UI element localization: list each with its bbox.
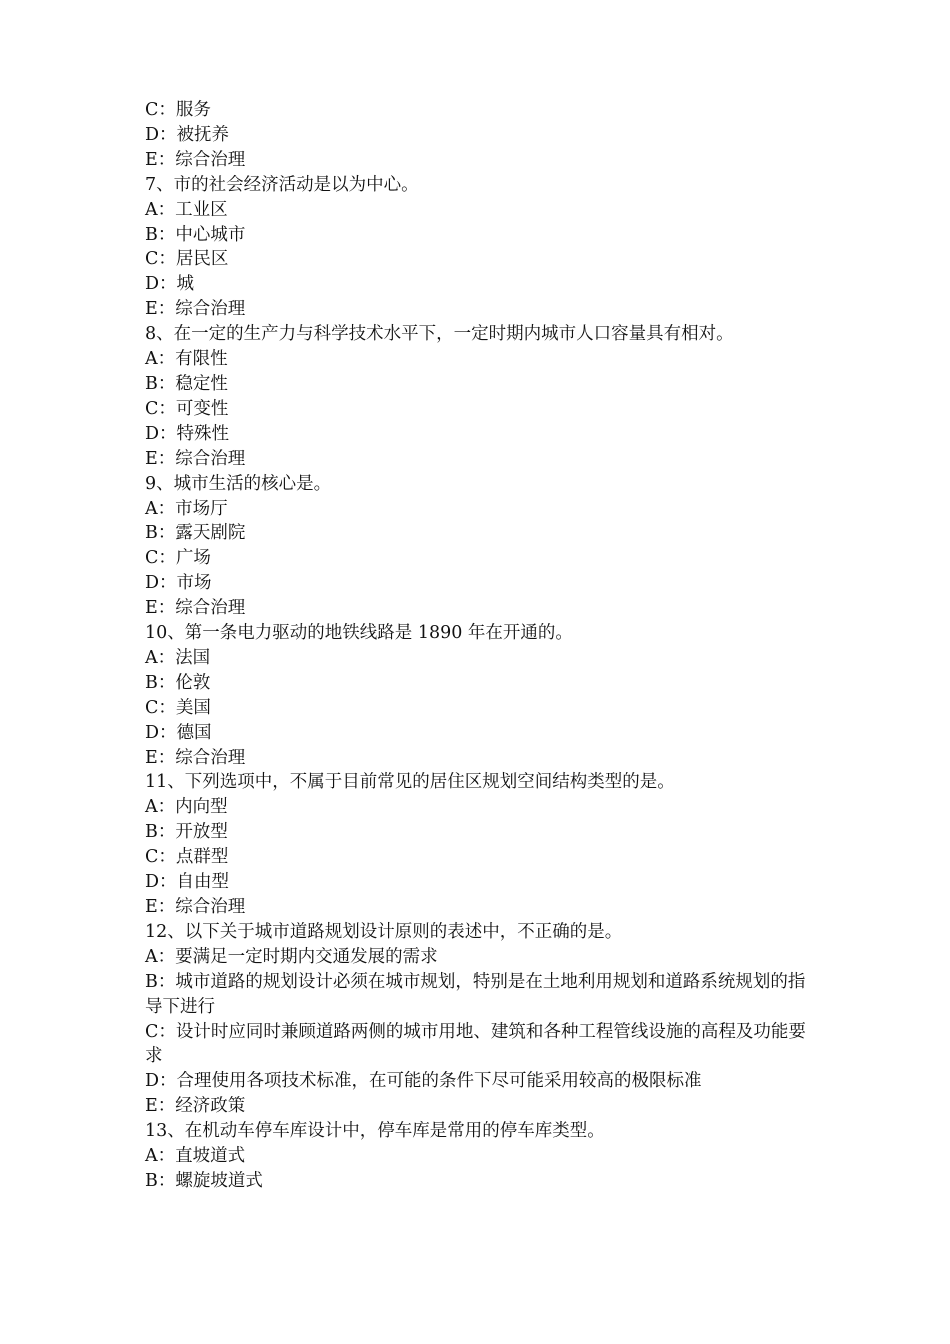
option-b-text: B：城市道路的规划设计必须在城市规划，特别是在土地利用规划和道路系统规划的指导下进行 — [145, 971, 806, 1017]
option-a-text: A：市场厅 — [145, 498, 228, 519]
question-13-text: 13、在机动车停车库设计中，停车库是常用的停车库类型。 — [145, 1121, 605, 1142]
question-8-text: 8、在一定的生产力与科学技术水平下，一定时期内城市人口容量具有相对。 — [145, 324, 734, 345]
option-d-text: D：特殊性 — [145, 423, 230, 444]
option-b-text: B：伦敦 — [145, 672, 211, 693]
option-c-text: C：居民区 — [145, 249, 229, 270]
question-7-text: 7、市的社会经济活动是以为中心。 — [145, 174, 419, 195]
option-e-text: E：经济政策 — [145, 1096, 246, 1117]
option-c-text: C：设计时应同时兼顾道路两侧的城市用地、建筑和各种工程管线设施的高程及功能要求 — [145, 1021, 806, 1067]
option-e-text: E：综合治理 — [145, 897, 246, 917]
option-c-text: C：广场 — [145, 548, 211, 569]
question-12-text: 12、以下关于城市道路规划设计原则的表述中，不正确的是。 — [145, 921, 623, 942]
option-a-text: A：法国 — [145, 647, 211, 668]
option-a-text: A：工业区 — [145, 199, 228, 220]
option-b-text: B：稳定性 — [145, 373, 228, 394]
option-d-text: D：德国 — [145, 722, 212, 743]
option-a-text: A：内向型 — [145, 797, 228, 818]
question-11-text: 11、下列选项中，不属于目前常见的居住区规划空间结构类型的是。 — [145, 772, 675, 793]
option-e-text: E：综合治理 — [145, 598, 246, 619]
option-d-text: D：被抚养 — [145, 124, 230, 145]
option-e-text: E：综合治理 — [145, 299, 246, 320]
option-b-text: B：露天剧院 — [145, 523, 246, 544]
question-9-text: 9、城市生活的核心是。 — [145, 473, 332, 494]
option-b-text: B：螺旋坡道式 — [145, 1170, 263, 1191]
option-e-text: E：综合治理 — [145, 448, 246, 469]
option-d-text: D：合理使用各项技术标准，在可能的条件下尽可能采用较高的极限标准 — [145, 1071, 702, 1092]
option-d-text: D：城 — [145, 274, 195, 295]
option-c-text: C：美国 — [145, 697, 211, 718]
option-a-text: A：直坡道式 — [145, 1146, 246, 1167]
option-a-text: A：有限性 — [145, 349, 228, 370]
option-b-text: B：中心城市 — [145, 224, 246, 245]
option-c-text: C：点群型 — [145, 847, 229, 868]
document-page — [145, 98, 815, 1194]
option-d-text: D：自由型 — [145, 872, 230, 893]
option-c-text: C：服务 — [145, 100, 211, 120]
option-b-text: B：开放型 — [145, 822, 228, 843]
option-a-text: A：要满足一定时期内交通发展的需求 — [145, 946, 438, 967]
option-e-text: E：综合治理 — [145, 149, 246, 170]
option-e-text: E：综合治理 — [145, 747, 246, 768]
question-10-text: 10、第一条电力驱动的地铁线路是 1890 年在开通的。 — [145, 623, 573, 644]
option-d-text: D：市场 — [145, 573, 212, 594]
option-c-text: C：可变性 — [145, 398, 229, 419]
